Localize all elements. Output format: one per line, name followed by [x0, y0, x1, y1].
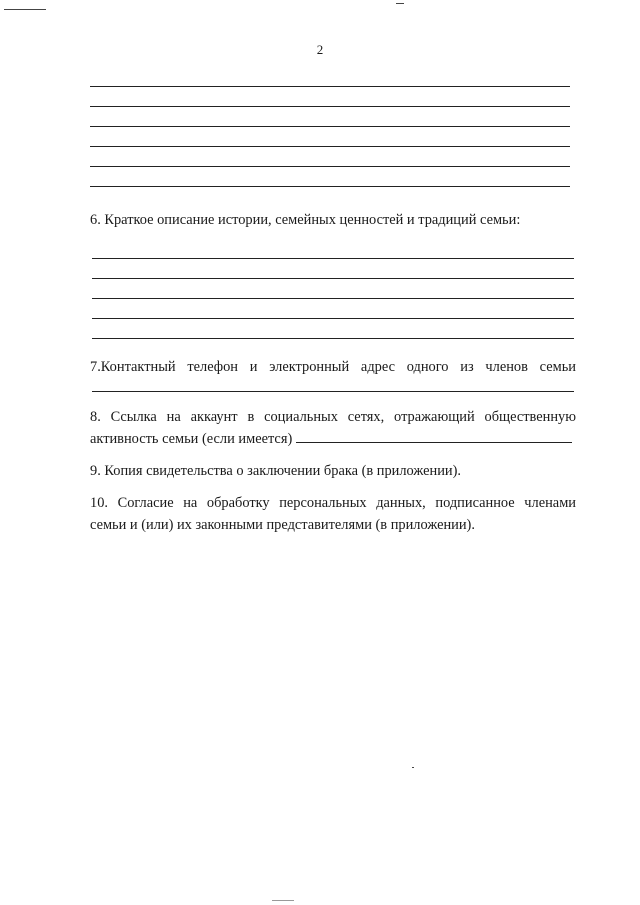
scan-mark-bottom: [272, 900, 294, 901]
item-7-text: 7.Контактный телефон и электронный адрес одного из членов семьи: [90, 359, 576, 375]
item-8-text: [90, 406, 576, 450]
item-6-blank-line: [92, 338, 574, 339]
item-8-line-2-text: активность семьи (если имеется): [90, 431, 293, 447]
scan-mark-top-center: [396, 3, 404, 4]
item-6-text: 6. Краткое описание истории, семейных ценностей и традиций семьи:: [90, 212, 521, 228]
blank-line: [90, 186, 570, 187]
item-10-line-1: 10. Согласие на обработку персональных данных, подписанное членами: [90, 495, 576, 511]
item-6-blank-line: [92, 298, 574, 299]
page-number: 2: [316, 42, 324, 57]
scan-mark-top-left: [4, 9, 46, 10]
item-7-blank-line: [92, 391, 574, 392]
blank-line: [90, 166, 570, 167]
blank-line: [90, 106, 570, 107]
item-10-line-2: семьи и (или) их законными представителями (в приложении).: [90, 517, 475, 533]
scan-mark-lower-dot: [412, 767, 414, 768]
item-8-blank-field: [296, 428, 572, 443]
item-8-line-2: [90, 428, 576, 450]
item-6-blank-line: [92, 278, 574, 279]
item-6-blank-line: [92, 258, 574, 259]
item-8-line-1: 8. Ссылка на аккаунт в социальных сетях, отражающий общественную: [90, 409, 576, 425]
item-9-text: 9. Копия свидетельства о заключении брака (в приложении).: [90, 463, 462, 479]
blank-line: [90, 146, 570, 147]
item-6-blank-line: [92, 318, 574, 319]
blank-line: [90, 86, 570, 87]
blank-line: [90, 126, 570, 127]
item-10-text: [90, 492, 576, 536]
